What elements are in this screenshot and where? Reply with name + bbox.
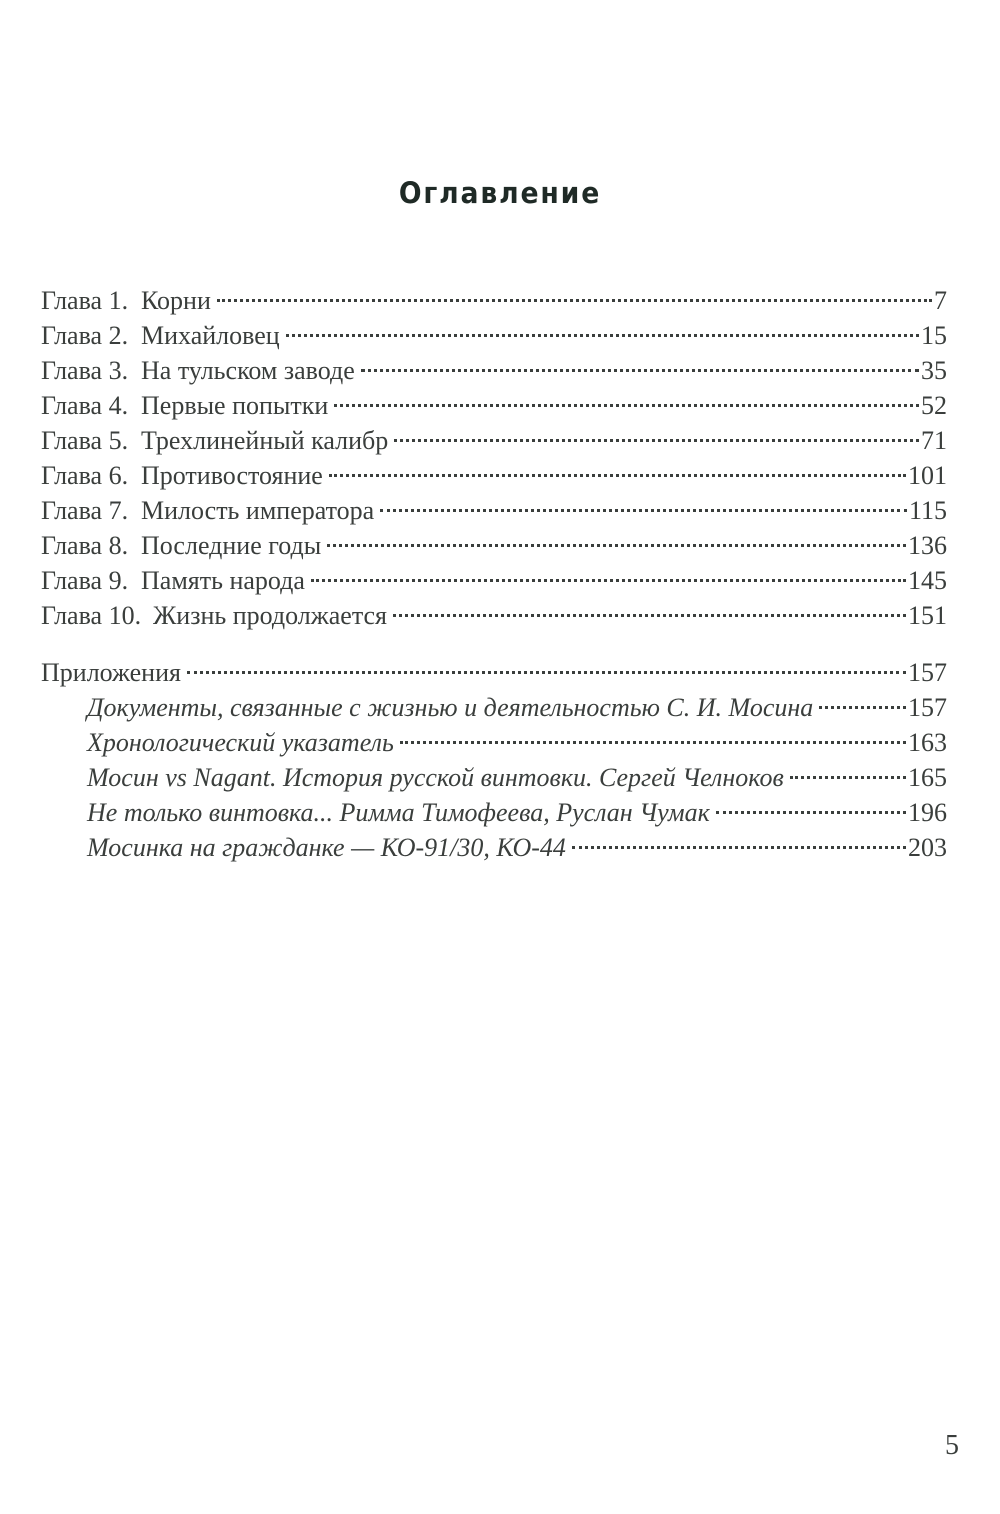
chapter-number: Глава 10. <box>41 601 142 630</box>
toc-appendix-item[interactable] <box>41 830 947 865</box>
toc-appendix-item[interactable] <box>41 725 947 760</box>
chapter-number: Глава 8. <box>41 531 129 560</box>
chapter-page: 115 <box>908 496 947 525</box>
section-spacer <box>41 633 947 655</box>
toc-appendix-item[interactable] <box>41 690 947 725</box>
appendix-item-page: 196 <box>908 798 947 827</box>
appendix-item-page: 203 <box>908 833 947 862</box>
chapter-page: 136 <box>908 531 947 560</box>
chapter-number: Глава 5. <box>41 426 129 455</box>
dot-leader <box>716 811 906 814</box>
dot-leader <box>329 474 906 477</box>
appendix-item-page: 163 <box>908 728 947 757</box>
dot-leader <box>400 741 906 744</box>
toc-chapter-row[interactable] <box>41 388 947 423</box>
toc-chapter-row[interactable] <box>41 423 947 458</box>
toc-appendix-item[interactable] <box>41 760 947 795</box>
chapter-title: Противостояние <box>141 461 323 490</box>
chapter-title: Милость императора <box>141 496 375 525</box>
page-number: 5 <box>945 1430 959 1461</box>
chapter-title: Первые попытки <box>141 391 329 420</box>
chapter-page: 71 <box>921 426 947 455</box>
chapter-number: Глава 9. <box>41 566 129 595</box>
chapter-title: Память народа <box>141 566 305 595</box>
dot-leader <box>819 706 906 709</box>
page-title: Оглавление <box>398 176 602 210</box>
appendix-item-page: 165 <box>908 763 947 792</box>
chapter-number: Глава 1. <box>41 286 129 315</box>
appendix-item-title: Документы, связанные с жизнью и деятельностью С. И. Мосина <box>87 693 814 722</box>
toc-appendix-row[interactable] <box>41 655 947 690</box>
toc-appendix-item[interactable] <box>41 795 947 830</box>
chapter-page: 101 <box>908 461 947 490</box>
chapter-page: 35 <box>921 356 947 385</box>
toc-chapter-row[interactable] <box>41 493 947 528</box>
chapter-number: Глава 6. <box>41 461 129 490</box>
dot-leader <box>380 509 907 512</box>
toc-chapter-row[interactable] <box>41 563 947 598</box>
chapter-title: Жизнь продолжается <box>153 601 387 630</box>
toc-chapter-row[interactable] <box>41 318 947 353</box>
chapter-page: 52 <box>921 391 947 420</box>
chapter-page: 145 <box>908 566 947 595</box>
chapter-page: 7 <box>934 286 947 315</box>
toc-chapter-row[interactable] <box>41 353 947 388</box>
dot-leader <box>334 404 919 407</box>
appendix-item-title: Мосинка на гражданке — КО-91/30, КО-44 <box>87 833 566 862</box>
dot-leader <box>187 671 906 674</box>
toc-chapter-row[interactable] <box>41 598 947 633</box>
chapter-page: 151 <box>908 601 947 630</box>
dot-leader <box>361 369 919 372</box>
toc-chapter-row[interactable] <box>41 528 947 563</box>
dot-leader <box>393 614 906 617</box>
table-of-contents <box>41 283 947 865</box>
chapter-page: 15 <box>921 321 947 350</box>
chapter-title: Последние годы <box>141 531 322 560</box>
appendix-title: Приложения <box>41 658 181 687</box>
appendix-item-title: Мосин vs Nagant. История русской винтовки. Сергей Челноков <box>87 763 784 792</box>
chapter-number: Глава 3. <box>41 356 129 385</box>
dot-leader <box>327 544 906 547</box>
dot-leader <box>217 299 932 302</box>
dot-leader <box>790 776 906 779</box>
toc-chapter-row[interactable] <box>41 458 947 493</box>
dot-leader <box>394 439 919 442</box>
dot-leader <box>572 846 906 849</box>
chapter-number: Глава 2. <box>41 321 129 350</box>
toc-chapter-row[interactable] <box>41 283 947 318</box>
chapter-number: Глава 4. <box>41 391 129 420</box>
dot-leader <box>311 579 906 582</box>
dot-leader <box>286 334 919 337</box>
appendix-item-page: 157 <box>908 693 947 722</box>
chapter-number: Глава 7. <box>41 496 129 525</box>
chapter-title: На тульском заводе <box>141 356 355 385</box>
appendix-item-title: Не только винтовка... Римма Тимофеева, Руслан Чумак <box>87 798 710 827</box>
appendix-item-title: Хронологический указатель <box>87 728 394 757</box>
chapter-title: Корни <box>141 286 211 315</box>
chapter-title: Михайловец <box>141 321 280 350</box>
appendix-page: 157 <box>908 658 947 687</box>
chapter-title: Трехлинейный калибр <box>141 426 389 455</box>
